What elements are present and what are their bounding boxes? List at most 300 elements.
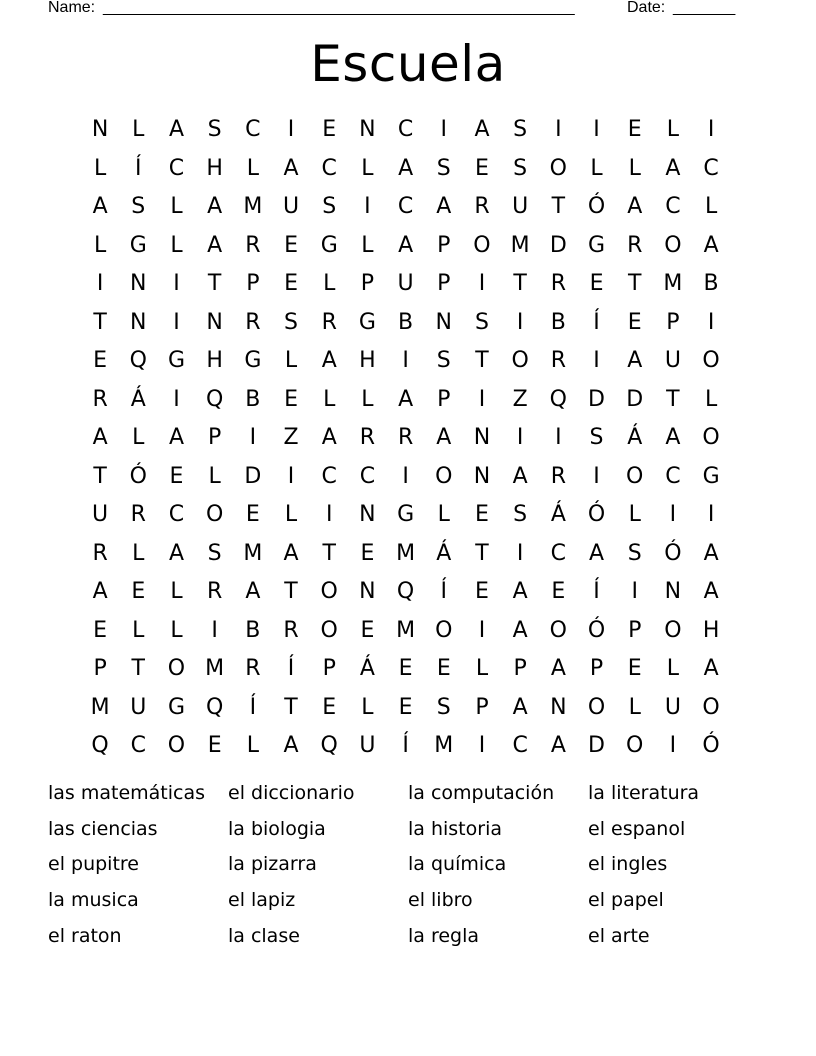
grid-letter[interactable]: Q (320, 733, 338, 759)
grid-letter[interactable]: Q (396, 579, 415, 605)
grid-letter[interactable]: O (702, 694, 720, 720)
grid-letter[interactable]: O (320, 617, 338, 643)
grid-letter[interactable]: C (359, 463, 376, 489)
grid-letter[interactable]: B (550, 309, 566, 335)
grid-letter[interactable]: R (245, 656, 261, 682)
grid-letter[interactable]: I (249, 425, 257, 451)
grid-letter[interactable]: R (321, 309, 337, 335)
grid-letter[interactable]: S (513, 117, 528, 143)
grid-letter[interactable]: P (322, 656, 336, 682)
grid-letter[interactable]: R (245, 309, 261, 335)
grid-letter[interactable]: C (397, 194, 414, 220)
grid-letter[interactable]: Q (91, 733, 109, 759)
grid-letter[interactable]: S (436, 694, 451, 720)
word-list-item: la clase (228, 924, 300, 947)
grid-letter[interactable]: Q (205, 386, 224, 412)
grid-letter[interactable]: A (512, 579, 528, 605)
grid-letter[interactable]: Ó (587, 617, 606, 643)
grid-letter[interactable]: A (703, 656, 719, 682)
grid-letter[interactable]: O (473, 232, 491, 258)
grid-letter[interactable]: T (131, 656, 145, 682)
grid-letter[interactable]: Ó (129, 463, 147, 489)
grid-letter[interactable]: S (589, 425, 604, 451)
grid-letter[interactable]: E (475, 579, 489, 605)
grid-letter[interactable]: A (92, 425, 108, 451)
grid-letter[interactable]: O (435, 617, 453, 643)
grid-letter[interactable]: D (588, 733, 605, 759)
grid-letter[interactable]: E (245, 502, 260, 528)
grid-letter[interactable]: E (284, 386, 298, 412)
grid-letter[interactable]: P (437, 386, 451, 412)
grid-letter[interactable]: A (703, 540, 719, 566)
grid-letter[interactable]: S (474, 309, 489, 335)
date-field[interactable]: _______ (673, 0, 736, 16)
grid-letter[interactable]: S (513, 502, 528, 528)
grid-letter[interactable]: E (475, 502, 489, 528)
grid-letter[interactable]: N (359, 579, 376, 605)
grid-letter[interactable]: L (246, 155, 259, 181)
grid-letter[interactable]: R (359, 425, 376, 451)
grid-letter[interactable]: Q (549, 386, 567, 412)
grid-letter[interactable]: I (478, 271, 486, 297)
grid-letter[interactable]: E (475, 155, 489, 181)
grid-letter[interactable]: O (626, 463, 644, 489)
grid-letter[interactable]: L (628, 694, 641, 720)
grid-letter[interactable]: P (513, 656, 527, 682)
grid-letter[interactable]: L (132, 617, 145, 643)
grid-letter[interactable]: H (206, 155, 223, 181)
grid-letter[interactable]: I (555, 425, 562, 451)
grid-letter[interactable]: L (666, 117, 680, 143)
grid-row (81, 650, 730, 689)
grid-letter[interactable]: L (361, 155, 374, 181)
grid-letter[interactable]: I (211, 617, 218, 643)
grid-letter[interactable]: R (283, 617, 299, 643)
grid-letter[interactable]: C (168, 502, 185, 528)
grid-letter[interactable]: G (358, 309, 376, 335)
grid-letter[interactable]: N (359, 502, 376, 528)
grid-letter[interactable]: P (437, 232, 451, 258)
grid-letter[interactable]: L (284, 502, 298, 528)
grid-letter[interactable]: M (396, 617, 416, 643)
grid-letter[interactable]: S (207, 117, 222, 143)
grid-letter[interactable]: I (478, 733, 486, 759)
grid-letter[interactable]: C (321, 463, 337, 489)
grid-letter[interactable]: C (703, 155, 719, 181)
grid-letter[interactable]: L (132, 540, 145, 566)
grid-letter[interactable]: I (440, 117, 448, 143)
grid-letter[interactable]: G (588, 232, 606, 258)
grid-letter[interactable]: S (513, 155, 528, 181)
grid-letter[interactable]: E (436, 656, 451, 682)
grid-letter[interactable]: U (397, 271, 414, 297)
grid-letter[interactable]: E (93, 617, 108, 643)
grid-letter[interactable]: G (244, 348, 262, 374)
grid-letter[interactable]: O (664, 232, 682, 258)
grid-letter[interactable]: C (512, 733, 528, 759)
grid-letter[interactable]: R (550, 463, 566, 489)
grid-letter[interactable]: L (170, 617, 183, 643)
grid-letter[interactable]: N (359, 117, 376, 143)
grid-letter[interactable]: O (205, 502, 224, 528)
grid-letter[interactable]: P (589, 656, 604, 682)
grid-letter[interactable]: Í (287, 656, 295, 682)
grid-letter[interactable]: S (627, 540, 642, 566)
grid-letter[interactable]: N (473, 463, 491, 489)
grid-letter[interactable]: I (593, 463, 600, 489)
grid-letter[interactable]: I (364, 194, 371, 220)
grid-letter[interactable]: A (245, 579, 261, 605)
grid-letter[interactable]: C (130, 733, 146, 759)
grid-letter[interactable]: O (549, 617, 567, 643)
grid-letter[interactable]: L (437, 502, 450, 528)
grid-letter[interactable]: G (702, 463, 720, 489)
grid-letter[interactable]: N (550, 694, 567, 720)
grid-letter[interactable]: S (436, 155, 451, 181)
grid-letter[interactable]: U (130, 694, 147, 720)
grid-letter[interactable]: S (207, 540, 222, 566)
grid-letter[interactable]: T (475, 540, 489, 566)
grid-letter[interactable]: L (628, 502, 641, 528)
grid-letter[interactable]: U (664, 348, 681, 374)
grid-letter[interactable]: T (513, 271, 527, 297)
grid-letter[interactable]: A (436, 425, 452, 451)
grid-letter[interactable]: A (92, 579, 108, 605)
grid-letter[interactable]: I (631, 579, 638, 605)
grid-letter[interactable]: Á (550, 502, 566, 528)
grid-letter[interactable]: N (206, 309, 223, 335)
grid-letter[interactable]: I (593, 117, 600, 143)
grid-letter[interactable]: N (91, 117, 109, 143)
grid-letter[interactable]: G (129, 232, 147, 258)
grid-letter[interactable]: L (246, 733, 259, 759)
grid-letter[interactable]: U (664, 694, 681, 720)
grid-letter[interactable]: A (283, 733, 299, 759)
grid-letter[interactable]: A (283, 540, 299, 566)
grid-letter[interactable]: M (205, 656, 225, 682)
grid-letter[interactable]: O (320, 579, 338, 605)
grid-letter[interactable]: A (207, 232, 223, 258)
grid-letter[interactable]: P (208, 425, 222, 451)
grid-letter[interactable]: Á (130, 386, 146, 412)
grid-letter[interactable]: A (168, 117, 184, 143)
grid-letter[interactable]: Í (249, 694, 257, 720)
grid-letter[interactable]: E (627, 656, 642, 682)
grid-letter[interactable]: A (512, 617, 528, 643)
grid-row (81, 612, 730, 651)
grid-letter[interactable]: I (478, 617, 486, 643)
grid-letter[interactable]: R (550, 348, 566, 374)
grid-letter[interactable]: A (589, 540, 605, 566)
grid-letter[interactable]: I (173, 386, 180, 412)
grid-letter[interactable]: Í (440, 579, 448, 605)
grid-letter[interactable]: E (360, 617, 375, 643)
grid-letter[interactable]: A (168, 425, 184, 451)
grid-letter[interactable]: M (90, 694, 110, 720)
grid-letter[interactable]: T (284, 694, 298, 720)
grid-letter[interactable]: G (167, 348, 185, 374)
grid-letter[interactable]: Q (205, 694, 224, 720)
grid-letter[interactable]: I (669, 733, 677, 759)
grid-letter[interactable]: I (707, 502, 715, 528)
grid-letter[interactable]: U (512, 194, 529, 220)
grid-letter[interactable]: C (321, 155, 337, 181)
grid-letter[interactable]: M (663, 271, 683, 297)
grid-letter[interactable]: I (287, 117, 295, 143)
grid-letter[interactable]: P (437, 271, 451, 297)
grid-letter[interactable]: R (397, 425, 414, 451)
grid-letter[interactable]: I (707, 309, 715, 335)
grid-letter[interactable]: I (173, 309, 180, 335)
grid-letter[interactable]: T (322, 540, 336, 566)
grid-letter[interactable]: L (704, 194, 718, 220)
grid-letter[interactable]: E (398, 694, 413, 720)
grid-letter[interactable]: L (666, 656, 680, 682)
grid-letter[interactable]: B (245, 617, 261, 643)
grid-letter[interactable]: Í (402, 733, 409, 759)
grid-letter[interactable]: Í (135, 155, 142, 181)
grid-letter[interactable]: M (243, 540, 263, 566)
word-list-item: el papel (588, 888, 664, 911)
grid-letter[interactable]: Z (283, 425, 299, 451)
grid-letter[interactable]: I (96, 271, 104, 297)
grid-letter[interactable]: L (704, 386, 718, 412)
grid-letter[interactable]: D (244, 463, 262, 489)
grid-letter[interactable]: E (284, 271, 298, 297)
grid-letter[interactable]: L (284, 348, 298, 374)
grid-letter[interactable]: O (511, 348, 529, 374)
grid-letter[interactable]: E (284, 232, 298, 258)
grid-letter[interactable]: M (243, 194, 263, 220)
grid-letter[interactable]: C (245, 117, 261, 143)
grid-letter[interactable]: O (167, 656, 186, 682)
grid-letter[interactable]: L (170, 194, 183, 220)
grid-letter[interactable]: S (436, 348, 451, 374)
grid-letter[interactable]: Á (359, 656, 375, 682)
grid-letter[interactable]: I (325, 502, 333, 528)
grid-letter[interactable]: B (398, 309, 414, 335)
grid-letter[interactable]: A (321, 348, 337, 374)
grid-letter[interactable]: Á (627, 425, 643, 451)
grid-letter[interactable]: L (361, 232, 374, 258)
grid-letter[interactable]: Ó (587, 502, 606, 528)
grid-letter[interactable]: L (590, 155, 603, 181)
grid-letter[interactable]: N (130, 309, 147, 335)
grid-letter[interactable]: S (131, 194, 146, 220)
grid-letter[interactable]: I (402, 348, 409, 374)
grid-letter[interactable]: L (93, 232, 107, 258)
grid-letter[interactable]: P (666, 309, 680, 335)
grid-letter[interactable]: E (551, 579, 566, 605)
grid-letter[interactable]: Ó (587, 194, 606, 220)
grid-letter[interactable]: T (93, 309, 107, 335)
grid-letter[interactable]: R (130, 502, 146, 528)
grid-letter[interactable]: L (170, 579, 183, 605)
grid-letter[interactable]: A (512, 463, 528, 489)
grid-letter[interactable]: Q (129, 348, 147, 374)
grid-letter[interactable]: R (627, 232, 643, 258)
grid-letter[interactable]: O (664, 617, 682, 643)
grid-letter[interactable]: Í (593, 309, 600, 335)
word-list (48, 775, 768, 953)
grid-letter[interactable]: R (207, 579, 223, 605)
grid-letter[interactable]: S (284, 309, 299, 335)
grid-letter[interactable]: A (398, 386, 414, 412)
grid-letter[interactable]: A (550, 656, 566, 682)
grid-letter[interactable]: I (402, 463, 409, 489)
word-list-item: la química (408, 853, 507, 876)
grid-letter[interactable]: E (131, 579, 146, 605)
grid-letter[interactable]: N (664, 579, 682, 605)
grid-letter[interactable]: R (245, 232, 261, 258)
grid-letter[interactable]: N (473, 425, 491, 451)
grid-letter[interactable]: R (474, 194, 490, 220)
grid-letter[interactable]: I (478, 386, 486, 412)
grid-letter[interactable]: A (550, 733, 566, 759)
word-list-item: la pizarra (228, 853, 317, 876)
grid-letter[interactable]: D (588, 386, 605, 412)
grid-letter[interactable]: I (516, 309, 524, 335)
grid-letter[interactable]: A (436, 194, 452, 220)
grid-letter[interactable]: T (207, 271, 222, 297)
grid-letter[interactable]: P (360, 271, 375, 297)
grid-letter[interactable]: G (397, 502, 415, 528)
grid-letter[interactable]: T (627, 271, 642, 297)
grid-letter[interactable]: E (398, 656, 413, 682)
grid-letter[interactable]: I (669, 502, 677, 528)
grid-letter[interactable]: L (93, 155, 107, 181)
grid-letter[interactable]: E (589, 271, 604, 297)
grid-letter[interactable]: A (283, 155, 299, 181)
grid-letter[interactable]: L (132, 117, 145, 143)
grid-letter[interactable]: E (627, 117, 642, 143)
grid-letter[interactable]: R (92, 386, 108, 412)
grid-letter[interactable]: Á (436, 540, 452, 566)
grid-letter[interactable]: I (516, 540, 524, 566)
grid-letter[interactable]: L (323, 386, 336, 412)
grid-letter[interactable]: C (168, 155, 185, 181)
grid-letter[interactable]: B (703, 271, 719, 297)
grid-letter[interactable]: C (665, 194, 681, 220)
grid-letter[interactable]: A (627, 348, 643, 374)
grid-letter[interactable]: I (173, 271, 180, 297)
grid-letter[interactable]: E (627, 309, 642, 335)
grid-letter[interactable]: U (92, 502, 109, 528)
grid-letter[interactable]: E (93, 348, 108, 374)
grid-letter[interactable]: A (512, 694, 528, 720)
grid-letter[interactable]: M (510, 232, 530, 258)
grid-letter[interactable]: E (207, 733, 222, 759)
grid-letter[interactable]: T (475, 348, 489, 374)
grid-letter[interactable]: R (92, 540, 108, 566)
grid-letter[interactable]: O (702, 425, 720, 451)
grid-letter[interactable]: E (360, 540, 375, 566)
grid-letter[interactable]: O (167, 733, 186, 759)
grid-letter[interactable]: A (474, 117, 490, 143)
grid-letter[interactable]: E (169, 463, 184, 489)
grid-letter[interactable]: O (587, 694, 606, 720)
grid-letter[interactable]: C (665, 463, 681, 489)
grid-letter[interactable]: I (555, 117, 562, 143)
grid-letter[interactable]: P (475, 694, 489, 720)
grid-letter[interactable]: H (359, 348, 376, 374)
grid-letter[interactable]: I (593, 348, 600, 374)
grid-letter[interactable]: I (707, 117, 715, 143)
grid-letter[interactable]: A (92, 194, 108, 220)
grid-letter[interactable]: A (398, 232, 414, 258)
grid-letter[interactable]: L (323, 271, 336, 297)
grid-letter[interactable]: O (435, 463, 453, 489)
grid-letter[interactable]: N (130, 271, 147, 297)
grid-letter[interactable]: L (170, 232, 183, 258)
grid-letter[interactable]: U (359, 733, 376, 759)
grid-letter[interactable]: U (282, 194, 300, 220)
grid-letter[interactable]: L (628, 155, 641, 181)
word-list-item: las matemáticas (48, 781, 206, 804)
grid-letter[interactable]: A (703, 579, 719, 605)
grid-letter[interactable]: M (396, 540, 416, 566)
grid-letter[interactable]: N (435, 309, 453, 335)
grid-letter[interactable]: C (397, 117, 414, 143)
grid-letter[interactable]: C (550, 540, 567, 566)
grid-letter[interactable]: D (549, 232, 567, 258)
grid-letter[interactable]: M (434, 733, 454, 759)
grid-letter[interactable]: D (626, 386, 644, 412)
grid-letter[interactable]: A (665, 425, 681, 451)
grid-letter[interactable]: A (168, 540, 184, 566)
grid-letter[interactable]: A (207, 194, 223, 220)
grid-letter[interactable]: P (246, 271, 260, 297)
grid-letter[interactable]: L (208, 463, 221, 489)
grid-letter[interactable]: T (551, 194, 566, 220)
grid-letter[interactable]: I (516, 425, 524, 451)
grid-letter[interactable]: A (321, 425, 337, 451)
grid-letter[interactable]: Ó (702, 733, 720, 759)
grid-letter[interactable]: A (627, 194, 643, 220)
grid-letter[interactable]: L (132, 425, 145, 451)
grid-letter[interactable]: H (702, 617, 720, 643)
grid-letter[interactable]: E (322, 117, 337, 143)
grid-letter[interactable]: O (702, 348, 720, 374)
grid-letter[interactable]: I (287, 463, 295, 489)
grid-letter[interactable]: S (322, 194, 337, 220)
grid-letter[interactable]: A (703, 232, 719, 258)
grid-row (81, 227, 730, 266)
name-field[interactable]: _____________________________________________________ (103, 0, 575, 16)
grid-letter[interactable]: Ó (664, 540, 682, 566)
grid-letter[interactable]: E (322, 694, 337, 720)
grid-letter[interactable]: P (93, 656, 107, 682)
grid-letter[interactable]: L (475, 656, 489, 682)
grid-letter[interactable]: T (93, 463, 107, 489)
grid-letter[interactable]: Z (512, 386, 528, 412)
grid-letter[interactable]: L (361, 694, 374, 720)
grid-letter[interactable]: L (361, 386, 374, 412)
grid-letter[interactable]: G (320, 232, 338, 258)
grid-letter[interactable]: Í (593, 579, 600, 605)
grid-letter[interactable]: O (626, 733, 644, 759)
grid-letter[interactable]: P (628, 617, 642, 643)
grid-letter[interactable]: R (550, 271, 566, 297)
grid-letter[interactable]: O (549, 155, 567, 181)
grid-letter[interactable]: H (206, 348, 223, 374)
grid-letter[interactable]: B (245, 386, 261, 412)
grid-letter[interactable]: A (398, 155, 414, 181)
grid-letter[interactable]: T (284, 579, 298, 605)
grid-letter[interactable]: A (665, 155, 681, 181)
grid-letter[interactable]: T (666, 386, 680, 412)
grid-letter[interactable]: G (167, 694, 185, 720)
